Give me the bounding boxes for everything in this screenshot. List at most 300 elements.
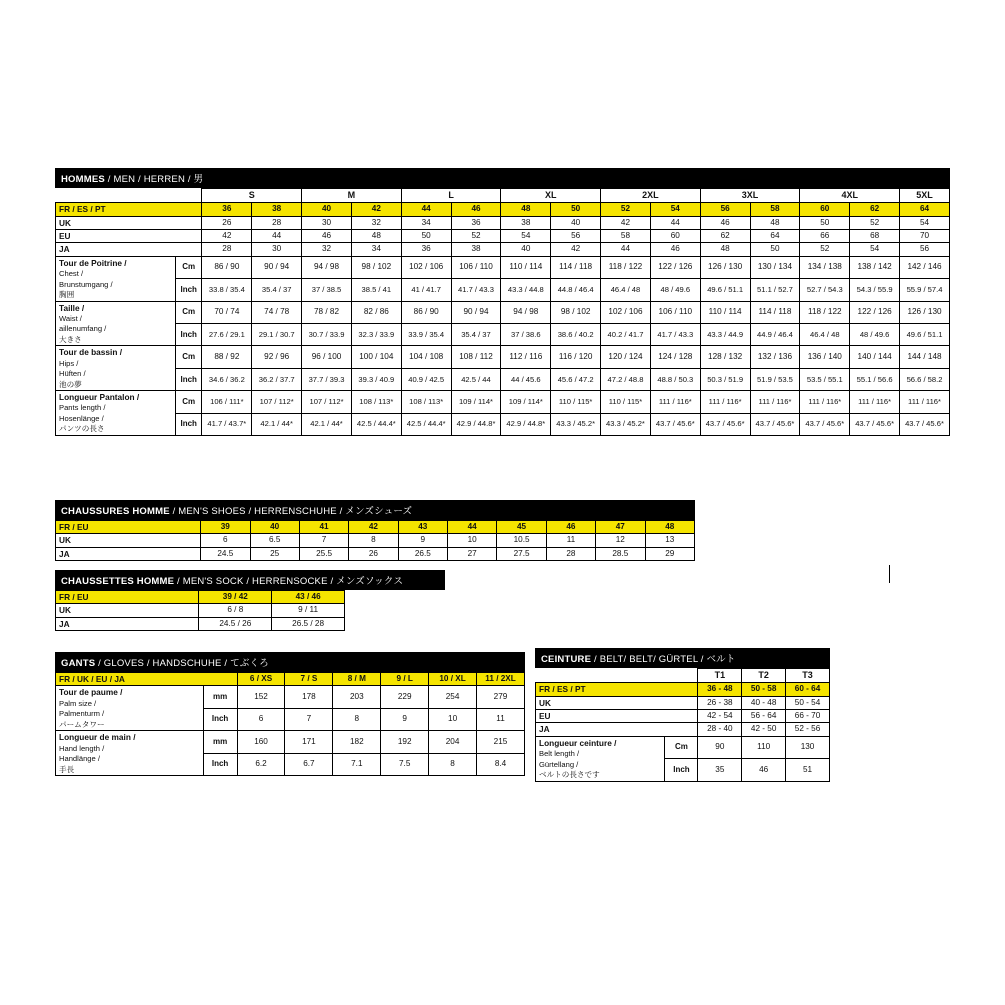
table-row xyxy=(536,736,830,758)
label-line: Longueur Pantalon / xyxy=(59,392,140,403)
cell: 279 xyxy=(477,686,525,708)
cell: 66 xyxy=(800,229,850,242)
cell: 111 / 116* xyxy=(850,391,900,413)
gloves-title-sub: / GLOVES / HANDSCHUHE / てぶくろ xyxy=(95,658,269,669)
cell: 52 xyxy=(800,243,850,256)
cell: 43.7 / 45.6* xyxy=(700,413,750,435)
table-row xyxy=(56,203,950,216)
table-row xyxy=(56,256,950,279)
cell: 39.3 / 40.9 xyxy=(351,368,401,390)
cell: 204 xyxy=(429,731,477,753)
cell: 8 xyxy=(429,753,477,775)
cell: 34 xyxy=(401,216,451,229)
cell: 58 xyxy=(750,203,800,216)
table-row xyxy=(56,324,950,346)
cell: 36.2 / 37.7 xyxy=(252,368,302,390)
belt-table xyxy=(535,668,830,782)
cell: 28 - 40 xyxy=(698,723,742,736)
cell: 43.3 / 44.8 xyxy=(501,279,551,301)
belt-section xyxy=(535,648,830,782)
cell: 48 xyxy=(351,229,401,242)
cell: 90 / 94 xyxy=(451,301,501,324)
size-group-s: S xyxy=(202,189,302,203)
measure-label-chest xyxy=(56,256,176,301)
cell: 40 xyxy=(302,203,352,216)
cell: 6 / XS xyxy=(237,673,285,686)
table-row xyxy=(56,391,950,413)
cell: 47.2 / 48.8 xyxy=(601,368,651,390)
cell: 51 xyxy=(786,759,830,781)
label-line: Taille / xyxy=(59,302,85,313)
measure-label-hips xyxy=(56,346,176,391)
cell: 45.6 / 47.2 xyxy=(551,368,601,390)
cell: 54.3 / 55.9 xyxy=(850,279,900,301)
socks-section xyxy=(55,570,445,631)
table-row xyxy=(56,413,950,435)
cell: 35.4 / 37 xyxy=(451,324,501,346)
cell: 92 / 96 xyxy=(252,346,302,369)
cell: 45 xyxy=(497,521,546,534)
cell: 48 / 49.6 xyxy=(650,279,700,301)
row-label-ja: JA xyxy=(56,617,199,630)
cell: 48 / 49.6 xyxy=(850,324,900,346)
size-group-3xl: 3XL xyxy=(700,189,800,203)
cell: 102 / 106 xyxy=(601,301,651,324)
cell: 41 / 41.7 xyxy=(401,279,451,301)
belt-size-t2: T2 xyxy=(742,669,786,683)
cell: 60 xyxy=(650,229,700,242)
gloves-title-main: GANTS xyxy=(61,658,96,669)
spacer xyxy=(536,669,665,683)
cell: 28 xyxy=(202,243,252,256)
unit-cm: Cm xyxy=(665,736,698,758)
label-line: Tour de Poitrine / xyxy=(59,257,127,268)
cell: 50 - 58 xyxy=(742,683,786,696)
cell: 112 / 116 xyxy=(501,346,551,369)
cell: 42 xyxy=(349,521,398,534)
cell: 108 / 112 xyxy=(451,346,501,369)
cell: 70 / 74 xyxy=(202,301,252,324)
label-line: Brunstumgang / xyxy=(59,279,113,289)
cell: 8.4 xyxy=(477,753,525,775)
cell: 132 / 136 xyxy=(750,346,800,369)
cell: 38 xyxy=(501,216,551,229)
label-line: Belt length / xyxy=(539,749,580,759)
cell: 34.6 / 36.2 xyxy=(202,368,252,390)
cell: 55.9 / 57.4 xyxy=(900,279,950,301)
cell: 43 xyxy=(398,521,447,534)
cell: 30 xyxy=(302,216,352,229)
cell: 44 xyxy=(252,229,302,242)
cell: 50 xyxy=(750,243,800,256)
row-label-ja: JA xyxy=(56,243,202,256)
label-line: Handlänge / xyxy=(59,754,100,764)
belt-size-t1: T1 xyxy=(698,669,742,683)
cell: 111 / 116* xyxy=(750,391,800,413)
cell: 42 xyxy=(551,243,601,256)
table-row xyxy=(56,229,950,242)
cell: 42 - 54 xyxy=(698,709,742,722)
cell: 138 / 142 xyxy=(850,256,900,279)
table-row xyxy=(56,301,950,324)
table-row xyxy=(536,709,830,722)
cell: 6.5 xyxy=(250,534,299,547)
cell: 136 / 140 xyxy=(800,346,850,369)
table-row xyxy=(536,683,830,696)
cell: 46 xyxy=(546,521,595,534)
cell: 38 xyxy=(451,243,501,256)
spacer xyxy=(665,669,698,683)
table-row xyxy=(56,731,525,753)
cell: 24.5 / 26 xyxy=(199,617,272,630)
unit-inch: Inch xyxy=(176,324,202,346)
cell: 110 / 115* xyxy=(551,391,601,413)
cell: 55.1 / 56.6 xyxy=(850,368,900,390)
label-line: 胸囲 xyxy=(59,290,75,300)
unit-mm: mm xyxy=(203,686,237,708)
men-size-group-header-row xyxy=(56,189,950,203)
men-size-table xyxy=(55,188,950,436)
cell: 7.5 xyxy=(381,753,429,775)
cell: 56 - 64 xyxy=(742,709,786,722)
cell: 64 xyxy=(900,203,950,216)
row-label-ja: JA xyxy=(56,547,201,560)
cell: 134 / 138 xyxy=(800,256,850,279)
cell: 48 xyxy=(645,521,695,534)
cell: 27 xyxy=(448,547,497,560)
cell: 98 / 102 xyxy=(351,256,401,279)
cell: 26 xyxy=(202,216,252,229)
cell: 142 / 146 xyxy=(900,256,950,279)
measure-label-hand-length xyxy=(56,731,204,776)
cell: 54 xyxy=(501,229,551,242)
cell: 46.4 / 48 xyxy=(800,324,850,346)
cell: 41.7 / 43.3 xyxy=(451,279,501,301)
cell: 46 xyxy=(451,203,501,216)
cell: 70 xyxy=(900,229,950,242)
cell: 38.6 / 40.2 xyxy=(551,324,601,346)
row-label-uk: UK xyxy=(56,534,201,547)
cell: 11 / 2XL xyxy=(477,673,525,686)
cell: 27.5 xyxy=(497,547,546,560)
measure-label-palm-size xyxy=(56,686,204,731)
cell: 42.1 / 44* xyxy=(302,413,352,435)
size-group-5xl: 5XL xyxy=(900,189,950,203)
cell: 44.8 / 46.4 xyxy=(551,279,601,301)
cell: 54 xyxy=(650,203,700,216)
cell: 106 / 111* xyxy=(202,391,252,413)
cell: 36 xyxy=(401,243,451,256)
table-row xyxy=(56,686,525,708)
cell: 42.5 / 44.4* xyxy=(401,413,451,435)
label-line: Tour de paume / xyxy=(59,687,123,698)
cell: 48 xyxy=(700,243,750,256)
cell: 120 / 124 xyxy=(601,346,651,369)
row-label-eu: EU xyxy=(56,229,202,242)
unit-cm: Cm xyxy=(176,301,202,324)
cell: 26 xyxy=(349,547,398,560)
cell: 96 / 100 xyxy=(302,346,352,369)
cell: 111 / 116* xyxy=(900,391,950,413)
cell: 10 / XL xyxy=(429,673,477,686)
cell: 54 xyxy=(900,216,950,229)
cell: 7 xyxy=(285,708,333,730)
belt-title xyxy=(535,648,830,668)
cell: 7.1 xyxy=(333,753,381,775)
cell: 41.7 / 43.7* xyxy=(202,413,252,435)
cell: 39 xyxy=(201,521,250,534)
cell: 48.8 / 50.3 xyxy=(650,368,700,390)
unit-inch: Inch xyxy=(176,279,202,301)
cell: 60 - 64 xyxy=(786,683,830,696)
table-row xyxy=(56,279,950,301)
cell: 90 xyxy=(698,736,742,758)
label-line: Waist / xyxy=(59,313,82,323)
label-line: Chest / xyxy=(59,269,84,279)
row-label-uk: UK xyxy=(56,216,202,229)
cell: 9 xyxy=(381,708,429,730)
cell: 51.1 / 52.7 xyxy=(750,279,800,301)
cell: 26 - 38 xyxy=(698,696,742,709)
cell: 43.7 / 45.6* xyxy=(850,413,900,435)
label-line: Longueur ceinture / xyxy=(539,737,617,748)
cell: 40.2 / 41.7 xyxy=(601,324,651,346)
cell: 50 xyxy=(401,229,451,242)
belt-size-t3: T3 xyxy=(786,669,830,683)
cell: 50 xyxy=(800,216,850,229)
cell: 56 xyxy=(900,243,950,256)
table-row xyxy=(56,673,525,686)
cell: 32 xyxy=(351,216,401,229)
cell: 42.9 / 44.8* xyxy=(451,413,501,435)
cell: 229 xyxy=(381,686,429,708)
cell: 52 - 56 xyxy=(786,723,830,736)
cell: 33.9 / 35.4 xyxy=(401,324,451,346)
size-group-4xl: 4XL xyxy=(800,189,900,203)
cell: 11 xyxy=(477,708,525,730)
row-label-ja: JA xyxy=(536,723,698,736)
cell: 192 xyxy=(381,731,429,753)
cell: 6.2 xyxy=(237,753,285,775)
cell: 40 xyxy=(501,243,551,256)
table-row xyxy=(56,534,695,547)
cell: 122 / 126 xyxy=(850,301,900,324)
men-title-sub: / MEN / HERREN / 男 xyxy=(104,174,204,185)
cell: 33.8 / 35.4 xyxy=(202,279,252,301)
cell: 62 xyxy=(850,203,900,216)
cell: 7 xyxy=(299,534,348,547)
cell: 9 / 11 xyxy=(272,604,345,617)
table-row xyxy=(56,216,950,229)
label-line: ベルトの長さです xyxy=(539,770,600,780)
measure-label-belt-length xyxy=(536,736,665,781)
cell: 52.7 / 54.3 xyxy=(800,279,850,301)
unit-inch: Inch xyxy=(665,759,698,781)
label-line: Hüften / xyxy=(59,369,86,379)
label-line: パンツの長さ xyxy=(59,424,105,434)
cell: 130 / 134 xyxy=(750,256,800,279)
row-label-fr: FR / ES / PT xyxy=(536,683,698,696)
cell: 90 / 94 xyxy=(252,256,302,279)
cell: 48 xyxy=(750,216,800,229)
cell: 107 / 112* xyxy=(252,391,302,413)
cell: 42.9 / 44.8* xyxy=(501,413,551,435)
cell: 42 xyxy=(601,216,651,229)
cell: 26.5 / 28 xyxy=(272,617,345,630)
size-group-xl: XL xyxy=(501,189,601,203)
cell: 26.5 xyxy=(398,547,447,560)
cell: 6.7 xyxy=(285,753,333,775)
size-group-l: L xyxy=(401,189,501,203)
cell: 6 xyxy=(201,534,250,547)
cell: 28 xyxy=(252,216,302,229)
cell: 8 / M xyxy=(333,673,381,686)
cell: 62 xyxy=(700,229,750,242)
cell: 182 xyxy=(333,731,381,753)
cell: 254 xyxy=(429,686,477,708)
unit-cm: Cm xyxy=(176,391,202,413)
cell: 52 xyxy=(451,229,501,242)
cell: 36 xyxy=(202,203,252,216)
cell: 54 xyxy=(850,243,900,256)
cell: 86 / 90 xyxy=(202,256,252,279)
cell: 8 xyxy=(333,708,381,730)
cell: 37 / 38.6 xyxy=(501,324,551,346)
cell: 41 xyxy=(299,521,348,534)
cell: 43.7 / 45.6* xyxy=(900,413,950,435)
cell: 126 / 130 xyxy=(900,301,950,324)
unit-mm: mm xyxy=(203,731,237,753)
table-row xyxy=(56,243,950,256)
label-line: 手長 xyxy=(59,764,75,774)
cell: 178 xyxy=(285,686,333,708)
cell: 38.5 / 41 xyxy=(351,279,401,301)
cell: 42 xyxy=(202,229,252,242)
label-line: Palmenturm / xyxy=(59,709,105,719)
cell: 25.5 xyxy=(299,547,348,560)
label-line: Hosenlänge / xyxy=(59,413,104,423)
measure-label-pants-length xyxy=(56,391,176,436)
table-row xyxy=(56,521,695,534)
cell: 160 xyxy=(237,731,285,753)
cell: 110 / 114 xyxy=(700,301,750,324)
cell: 56 xyxy=(551,229,601,242)
shoes-section xyxy=(55,500,695,561)
cell: 9 xyxy=(398,534,447,547)
cell: 29.1 / 30.7 xyxy=(252,324,302,346)
socks-table xyxy=(55,590,345,631)
shoes-title-sub: / MEN'S SHOES / HERRENSCHUHE / メンズシューズ xyxy=(169,506,413,517)
cell: 111 / 116* xyxy=(800,391,850,413)
table-row xyxy=(56,591,345,604)
size-group-m: M xyxy=(302,189,402,203)
cell: 10.5 xyxy=(497,534,546,547)
men-title-main: HOMMES xyxy=(61,174,105,185)
row-label-uk: UK xyxy=(536,696,698,709)
cell: 29 xyxy=(645,547,695,560)
cell: 108 / 113* xyxy=(351,391,401,413)
socks-title xyxy=(55,570,445,590)
cell: 124 / 128 xyxy=(650,346,700,369)
cell: 36 - 48 xyxy=(698,683,742,696)
cell: 28 xyxy=(546,547,595,560)
cell: 43.3 / 45.2* xyxy=(601,413,651,435)
cell: 56.6 / 58.2 xyxy=(900,368,950,390)
cell: 43.3 / 45.2* xyxy=(551,413,601,435)
cell: 11 xyxy=(546,534,595,547)
cell: 44 xyxy=(601,243,651,256)
measure-label-waist xyxy=(56,301,176,346)
cell: 114 / 118 xyxy=(551,256,601,279)
unit-inch: Inch xyxy=(203,753,237,775)
cell: 7 / S xyxy=(285,673,333,686)
cell: 44.9 / 46.4 xyxy=(750,324,800,346)
row-label-fr-eu: FR / EU xyxy=(56,591,199,604)
cell: 44 xyxy=(401,203,451,216)
cell: 118 / 122 xyxy=(601,256,651,279)
cell: 42 xyxy=(351,203,401,216)
table-row xyxy=(56,547,695,560)
cell: 38 xyxy=(252,203,302,216)
cell: 116 / 120 xyxy=(551,346,601,369)
cell: 118 / 122 xyxy=(800,301,850,324)
cell: 46 xyxy=(302,229,352,242)
cell: 40 xyxy=(551,216,601,229)
cell: 88 / 92 xyxy=(202,346,252,369)
cell: 13 xyxy=(645,534,695,547)
cell: 144 / 148 xyxy=(900,346,950,369)
cell: 49.6 / 51.1 xyxy=(900,324,950,346)
cell: 47 xyxy=(596,521,645,534)
row-label-eu: EU xyxy=(536,709,698,722)
cell: 94 / 98 xyxy=(302,256,352,279)
cell: 203 xyxy=(333,686,381,708)
cell: 32 xyxy=(302,243,352,256)
cell: 10 xyxy=(429,708,477,730)
cell: 25 xyxy=(250,547,299,560)
label-line: Gürtellang / xyxy=(539,759,579,769)
belt-title-sub: / BELT/ BELT/ GÜRTEL / ベルト xyxy=(591,654,736,665)
socks-title-main: CHAUSSETTES HOMME xyxy=(61,576,175,587)
unit-inch: Inch xyxy=(176,413,202,435)
cell: 126 / 130 xyxy=(700,256,750,279)
cell: 39 / 42 xyxy=(199,591,272,604)
cell: 46 xyxy=(700,216,750,229)
cell: 128 / 132 xyxy=(700,346,750,369)
cell: 42.5 / 44 xyxy=(451,368,501,390)
cell: 50 - 54 xyxy=(786,696,830,709)
cell: 110 xyxy=(742,736,786,758)
cell: 100 / 104 xyxy=(351,346,401,369)
cell: 66 - 70 xyxy=(786,709,830,722)
table-row xyxy=(536,723,830,736)
cell: 43.7 / 45.6* xyxy=(800,413,850,435)
cell: 122 / 126 xyxy=(650,256,700,279)
shoes-title xyxy=(55,500,695,520)
row-label-sizes: FR / UK / EU / JA xyxy=(56,673,238,686)
cell: 74 / 78 xyxy=(252,301,302,324)
cell: 36 xyxy=(451,216,501,229)
cell: 41.7 / 43.3 xyxy=(650,324,700,346)
cell: 34 xyxy=(351,243,401,256)
cell: 53.5 / 55.1 xyxy=(800,368,850,390)
cell: 52 xyxy=(850,216,900,229)
cell: 56 xyxy=(700,203,750,216)
cell: 30 xyxy=(252,243,302,256)
cell: 37.7 / 39.3 xyxy=(302,368,352,390)
cell: 51.9 / 53.5 xyxy=(750,368,800,390)
cell: 111 / 116* xyxy=(700,391,750,413)
